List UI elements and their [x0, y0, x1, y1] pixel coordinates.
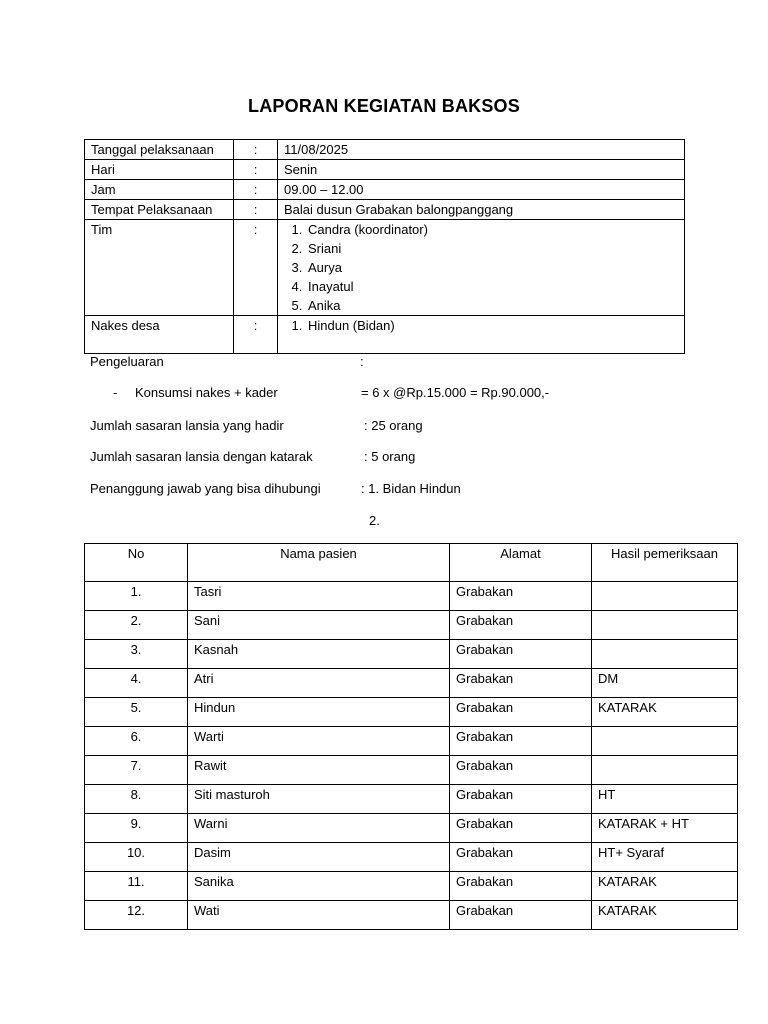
patient-result: KATARAK [592, 698, 738, 727]
patient-no: 10. [85, 843, 188, 872]
patient-no: 11. [85, 872, 188, 901]
patient-name: Tasri [188, 582, 450, 611]
info-colon: : [234, 180, 278, 200]
patient-result [592, 640, 738, 669]
patient-no: 5. [85, 698, 188, 727]
patient-address: Grabakan [450, 727, 592, 756]
patient-no: 3. [85, 640, 188, 669]
patient-address: Grabakan [450, 872, 592, 901]
info-value: 09.00 – 12.00 [278, 180, 685, 200]
patient-address: Grabakan [450, 756, 592, 785]
info-row-team [85, 220, 685, 316]
table-row [85, 814, 738, 843]
patient-address: Grabakan [450, 814, 592, 843]
info-colon: : [234, 220, 278, 316]
nakes-member: 1. Hindun (Bidan) [306, 316, 678, 335]
patient-result [592, 727, 738, 756]
info-colon: : [234, 200, 278, 220]
info-row-place [85, 200, 685, 220]
patient-no: 12. [85, 901, 188, 930]
info-value: Senin [278, 160, 685, 180]
document-title: LAPORAN KEGIATAN BAKSOS [248, 96, 520, 116]
patient-name: Sani [188, 611, 450, 640]
attendance-value: : 25 orang [364, 418, 423, 433]
table-row [85, 640, 738, 669]
info-label: Jam [85, 180, 234, 200]
expense-label: Pengeluaran [90, 354, 164, 369]
patient-no: 8. [85, 785, 188, 814]
info-value: 11/08/2025 [278, 140, 685, 160]
patient-result: DM [592, 669, 738, 698]
patient-name: Wati [188, 901, 450, 930]
cataract-count-value: : 5 orang [364, 449, 416, 464]
expense-item-dash: - [113, 385, 118, 400]
activity-info-table [84, 139, 685, 354]
patient-result [592, 611, 738, 640]
info-label: Tempat Pelaksanaan [85, 200, 234, 220]
patient-name: Rawit [188, 756, 450, 785]
table-row [85, 727, 738, 756]
patient-result: KATARAK [592, 901, 738, 930]
patient-no: 2. [85, 611, 188, 640]
patient-no: 1. [85, 582, 188, 611]
info-row-day [85, 160, 685, 180]
table-row [85, 611, 738, 640]
info-colon: : [234, 316, 278, 354]
team-member: 3. Aurya [306, 258, 678, 277]
patient-address: Grabakan [450, 698, 592, 727]
contact-person-label: Penanggung jawab yang bisa dihubungi [90, 481, 321, 496]
patient-address: Grabakan [450, 582, 592, 611]
header-no: No [85, 544, 188, 582]
table-row [85, 901, 738, 930]
patient-address: Grabakan [450, 901, 592, 930]
patient-no: 7. [85, 756, 188, 785]
contact-person-value-1: : 1. Bidan Hindun [361, 481, 461, 496]
table-row [85, 843, 738, 872]
table-row [85, 698, 738, 727]
team-member: 4. Inayatul [306, 277, 678, 296]
patient-result: HT [592, 785, 738, 814]
patient-address: Grabakan [450, 785, 592, 814]
team-member: 5. Anika [306, 296, 678, 315]
info-colon: : [234, 140, 278, 160]
expense-item-value: = 6 x @Rp.15.000 = Rp.90.000,- [361, 385, 550, 400]
patient-table-header [85, 544, 738, 582]
nakes-list [284, 316, 678, 335]
header-result: Hasil pemeriksaan [592, 544, 738, 582]
team-list [284, 220, 678, 315]
patient-no: 4. [85, 669, 188, 698]
patient-name: Warni [188, 814, 450, 843]
info-row-nakes [85, 316, 685, 354]
patient-result: KATARAK [592, 872, 738, 901]
patient-address: Grabakan [450, 611, 592, 640]
patient-name: Siti masturoh [188, 785, 450, 814]
patient-name: Atri [188, 669, 450, 698]
header-address: Alamat [450, 544, 592, 582]
patient-no: 9. [85, 814, 188, 843]
cataract-count-label: Jumlah sasaran lansia dengan katarak [90, 449, 313, 464]
patient-name: Hindun [188, 698, 450, 727]
table-row [85, 785, 738, 814]
info-label: Hari [85, 160, 234, 180]
info-colon: : [234, 160, 278, 180]
table-row [85, 872, 738, 901]
table-row [85, 756, 738, 785]
contact-person-value-2: 2. [369, 513, 380, 528]
patient-result: HT+ Syaraf [592, 843, 738, 872]
expense-colon: : [360, 354, 364, 369]
attendance-label: Jumlah sasaran lansia yang hadir [90, 418, 284, 433]
header-name: Nama pasien [188, 544, 450, 582]
patient-result [592, 756, 738, 785]
patient-table [84, 543, 738, 930]
patient-address: Grabakan [450, 843, 592, 872]
info-row-date [85, 140, 685, 160]
patient-name: Kasnah [188, 640, 450, 669]
table-row [85, 669, 738, 698]
patient-name: Warti [188, 727, 450, 756]
expense-item-label: Konsumsi nakes + kader [135, 385, 278, 400]
info-label: Tanggal pelaksanaan [85, 140, 234, 160]
patient-address: Grabakan [450, 669, 592, 698]
patient-name: Sanika [188, 872, 450, 901]
nakes-list-cell [278, 316, 685, 354]
patient-no: 6. [85, 727, 188, 756]
info-label: Tim [85, 220, 234, 316]
patient-name: Dasim [188, 843, 450, 872]
info-value: Balai dusun Grabakan balongpanggang [278, 200, 685, 220]
info-row-time [85, 180, 685, 200]
table-row [85, 582, 738, 611]
patient-result: KATARAK + HT [592, 814, 738, 843]
team-member: 1. Candra (koordinator) [306, 220, 678, 239]
info-label: Nakes desa [85, 316, 234, 354]
team-list-cell [278, 220, 685, 316]
patient-result [592, 582, 738, 611]
team-member: 2. Sriani [306, 239, 678, 258]
patient-address: Grabakan [450, 640, 592, 669]
